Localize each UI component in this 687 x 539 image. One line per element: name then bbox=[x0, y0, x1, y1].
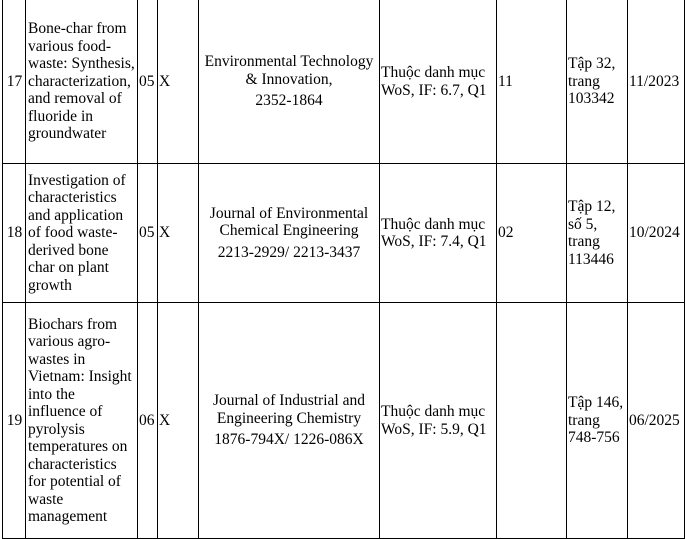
journal-cell bbox=[199, 303, 380, 539]
publish-date: 06/2025 bbox=[628, 303, 685, 539]
publish-date: 10/2024 bbox=[628, 164, 685, 303]
article-title: Biochars from various agro-wastes in Vietnam: Insight into the influence of pyrolysis temperatures on characteristics for potential of waste management bbox=[26, 303, 138, 539]
volume-pages: Tập 146, trang 748-756 bbox=[567, 303, 628, 539]
table-row bbox=[3, 0, 685, 164]
index-info: Thuộc danh mục WoS, IF: 5.9, Q1 bbox=[380, 303, 497, 539]
row-number: 19 bbox=[3, 303, 26, 539]
author-count: 06 bbox=[138, 303, 158, 539]
main-author-mark: X bbox=[158, 164, 199, 303]
volume-pages: Tập 12, số 5, trang 113446 bbox=[567, 164, 628, 303]
journal-cell bbox=[199, 164, 380, 303]
publish-date: 11/2023 bbox=[628, 0, 685, 164]
author-count: 05 bbox=[138, 0, 158, 164]
article-title: Investigation of characteristics and application of food waste-derived bone char on plant growth bbox=[26, 164, 138, 303]
citation-count bbox=[497, 303, 567, 539]
table-row bbox=[3, 303, 685, 539]
article-title: Bone-char from various food-waste: Synthesis, characterization, and removal of fluoride in groundwater bbox=[26, 0, 138, 164]
index-info: Thuộc danh mục WoS, IF: 6.7, Q1 bbox=[380, 0, 497, 164]
author-count: 05 bbox=[138, 164, 158, 303]
row-number: 18 bbox=[3, 164, 26, 303]
index-info: Thuộc danh mục WoS, IF: 7.4, Q1 bbox=[380, 164, 497, 303]
citation-count: 11 bbox=[497, 0, 567, 164]
journal-name: Environmental Technology & Innovation, bbox=[204, 53, 374, 88]
volume-pages: Tập 32, trang 103342 bbox=[567, 0, 628, 164]
journal-issn: 2213-2929/ 2213-3437 bbox=[217, 243, 361, 261]
journal-name: Journal of Environmental Chemical Engineering bbox=[209, 204, 369, 240]
journal-cell bbox=[199, 0, 380, 164]
journal-name: Journal of Industrial and Engineering Chemistry bbox=[213, 392, 365, 427]
table-row bbox=[3, 164, 685, 303]
main-author-mark: X bbox=[158, 0, 199, 164]
main-author-mark: X bbox=[158, 303, 199, 539]
citation-count: 02 bbox=[497, 164, 567, 303]
row-number: 17 bbox=[3, 0, 26, 164]
journal-issn: 2352-1864 bbox=[255, 92, 323, 110]
publications-table bbox=[2, 0, 685, 539]
journal-issn: 1876-794X/ 1226-086X bbox=[214, 431, 364, 449]
